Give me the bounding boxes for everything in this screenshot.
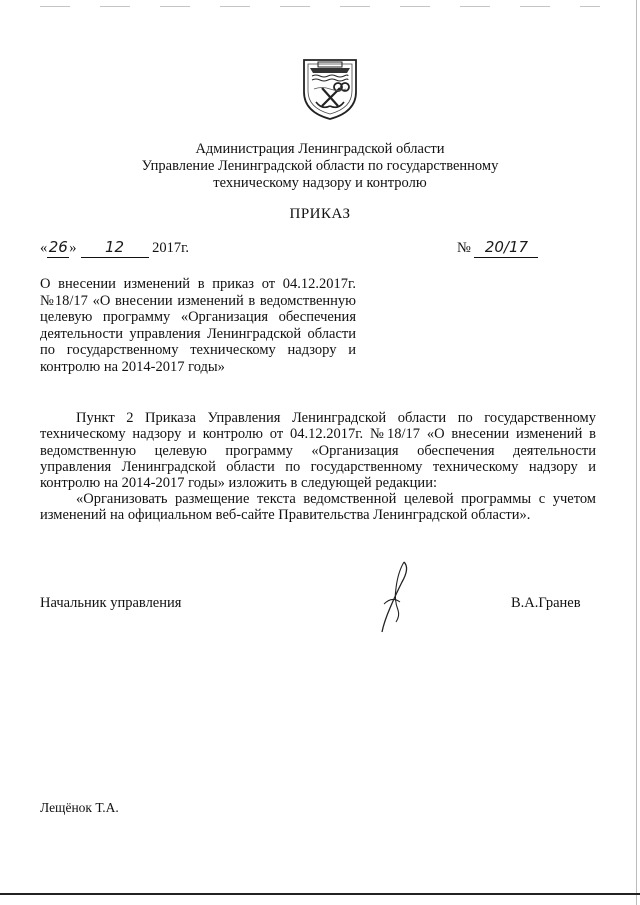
department-name-line2: техническому надзору и контролю bbox=[213, 175, 427, 191]
order-number-field bbox=[474, 238, 538, 258]
date-year: 2017г. bbox=[152, 240, 190, 256]
document-type-title: ПРИКАЗ bbox=[289, 206, 351, 222]
order-date bbox=[40, 238, 189, 258]
order-number-handwritten: 20/17 bbox=[484, 238, 529, 256]
scan-edge-bottom bbox=[0, 893, 640, 895]
executor-name: Лещёнок Т.А. bbox=[40, 800, 119, 815]
handwritten-signature-icon bbox=[376, 558, 416, 636]
order-number-prefix: № bbox=[457, 240, 471, 256]
date-month-handwritten: 12 bbox=[104, 238, 125, 256]
signatory-name: В.А.Гранев bbox=[511, 595, 581, 611]
department-name-line1: Управление Ленинградской области по государственному bbox=[141, 158, 499, 174]
scan-edge-top bbox=[40, 6, 600, 7]
organization-name: Администрация Ленинградской области bbox=[195, 141, 445, 157]
date-day-field bbox=[47, 238, 69, 258]
body-paragraph-2: «Организовать размещение текста ведомственной целевой программы с учетом изменений на официальном веб-сайте Правительства Ленинградской области». bbox=[40, 491, 596, 524]
coat-of-arms-icon bbox=[300, 56, 360, 122]
date-open-quote: « bbox=[40, 240, 48, 256]
body-paragraph-1: Пункт 2 Приказа Управления Ленинградской области по государственному техническому надзору и контролю от 04.12.2017г. №18/17 «О внесении изменений в ведомственную целевую программу «Организация обеспечения деятельности управления Ленинградской области по государственному техническому надзору и контролю на 2014-2017 годы» изложить в следующей редакции: bbox=[40, 410, 596, 492]
date-month-field bbox=[81, 238, 149, 258]
date-day-handwritten: 26 bbox=[48, 238, 68, 256]
signatory-position: Начальник управления bbox=[40, 595, 182, 611]
order-number bbox=[457, 238, 538, 258]
date-close-quote: » bbox=[69, 240, 77, 256]
order-subject: О внесении изменений в приказ от 04.12.2017г. №18/17 «О внесении изменений в ведомственную целевую программу «Организация обеспечения деятельности управления Ленинградской области по государственному техническому надзору и контролю на 2014-2017 годы» bbox=[40, 276, 356, 375]
scan-edge-right bbox=[636, 0, 637, 905]
